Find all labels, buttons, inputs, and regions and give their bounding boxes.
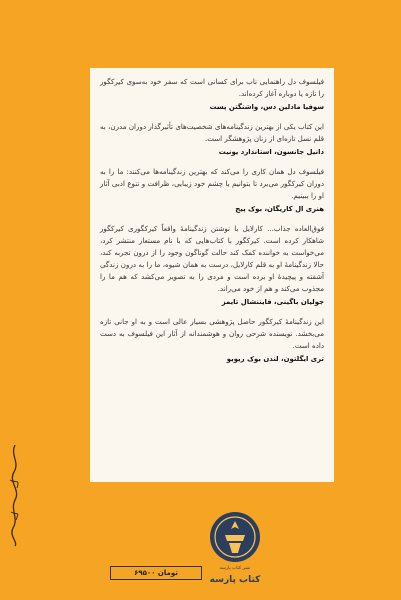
review-block — [100, 76, 324, 112]
barcode-image — [110, 520, 200, 560]
review-text: این زندگینامهٔ کیرکگور حاصل پژوهشی بسیار عالی است و به او جانی تازه می‌بخشد. نویسنده شرحی روان و هوشمندانه از آثار این فیلسوف به دست داده است. — [100, 317, 324, 350]
review-text: فیلسوف دل راهنمایی ناب برای کسانی است که سفر خود به‌سوی کیرکگور را تازه یا دوباره آغاز کرده‌اند. — [100, 77, 324, 98]
review-text: این کتاب یکی از بهترین زندگینامه‌های شخصیت‌های تأثیرگذار دوران مدرن، به قلم نسل تازه‌ای از زنان پژوهشگر است. — [100, 122, 324, 143]
review-source: تری ایگلتون، لندن بوک ریویو — [226, 355, 324, 363]
publisher-emblem-icon — [208, 510, 262, 572]
review-block — [100, 121, 324, 157]
review-text: فیلسوف دل همان کاری را می‌کند که بهترین زندگینامه‌ها می‌کنند: ما را به دوران کیرکگور می‌برد تا بتوانیم با چشم خود زیبایی، ظرافت و تنوع ادبی آثار او را ببینیم. — [100, 167, 324, 200]
review-block — [100, 166, 324, 214]
review-block — [100, 223, 324, 307]
price-label: ۶۹۵۰۰ تومان — [110, 566, 202, 580]
author-signature-image — [4, 440, 26, 550]
review-block — [100, 316, 324, 364]
review-text: فوق‌العاده جذاب... کارلایل با نوشتن زندگینامهٔ واقعاً کیرکگوری کیرکگور شاهکار کرده است. کیرکگور با کتاب‌هایی که با نام مستعار منتشر کرد، می‌خواست به خواننده کمک کند حالت گوناگون وجود را از درون تجربه کند، حالا زندگینامهٔ او به قلم کارلایل، درست به همان شیوه، ما را به درون زندگی آشفته و پیچیدهٔ او برده است و مردی را به تصویر می‌کشد که هم ما را مجذوب می‌کند و هم از خود می‌راند. — [100, 224, 324, 293]
reviews-panel — [90, 68, 334, 482]
review-source: سوفیا مادلین دس، واشنگتن پست — [209, 103, 324, 111]
publisher-subtitle: نشر کتاب پارسه — [219, 566, 251, 571]
review-source: هنری ال کاریگان، بوک پیج — [235, 205, 324, 213]
review-source: جولیان باگینی، فایننشال تایمز — [221, 298, 324, 306]
review-source: دانیل جانسون، استاندارد یونیت — [218, 148, 324, 156]
publisher-name: کتاب پارسه — [209, 575, 261, 585]
